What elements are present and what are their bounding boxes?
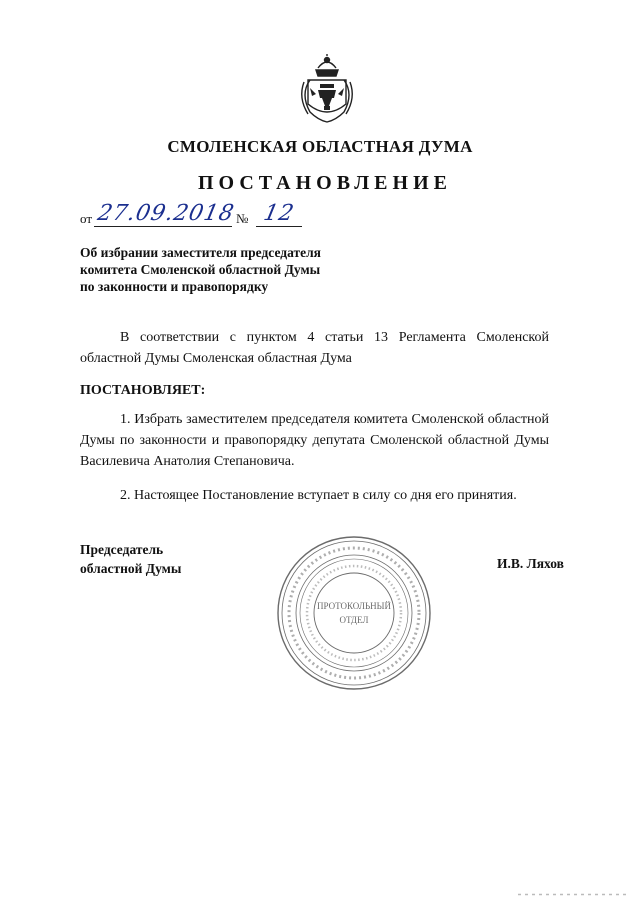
signatory-title bbox=[80, 540, 181, 578]
footer-scan-mark bbox=[518, 893, 628, 896]
coat-of-arms-icon bbox=[296, 54, 358, 126]
number-prefix: № bbox=[236, 211, 249, 226]
subject-line: Об избрании заместителя председателя bbox=[80, 245, 321, 260]
official-stamp bbox=[274, 533, 434, 693]
signatory-title-line: областной Думы bbox=[80, 561, 182, 576]
organization-title: СМОЛЕНСКАЯ ОБЛАСТНАЯ ДУМА bbox=[167, 137, 473, 156]
date-underline bbox=[94, 226, 232, 227]
subject-line: по законности и правопорядку bbox=[80, 279, 269, 294]
decree-item-1: 1. Избрать заместителем председателя комитета Смоленской областной Думы по законности и правопорядку депутата Смоленской областной Думы Василевича Анатолия Степановича. bbox=[80, 412, 549, 469]
document-type-title: ПОСТАНОВЛЕНИЕ bbox=[198, 172, 452, 194]
handwritten-date: 27.09.2018 bbox=[95, 201, 237, 226]
handwritten-number: 12 bbox=[261, 201, 297, 226]
number-underline bbox=[256, 226, 302, 227]
date-prefix: от bbox=[80, 211, 93, 226]
document-subject bbox=[80, 244, 400, 295]
stamp-inner-line-2: ОТДЕЛ bbox=[339, 615, 369, 625]
decree-heading: ПОСТАНОВЛЯЕТ: bbox=[80, 383, 206, 398]
subject-line: комитета Смоленской областной Думы bbox=[80, 262, 321, 277]
date-number-line bbox=[80, 203, 340, 229]
signatory-title-line: Председатель bbox=[80, 542, 164, 557]
decree-item-2: 2. Настоящее Постановление вступает в силу со дня его принятия. bbox=[120, 488, 517, 503]
signatory-name: И.В. Ляхов bbox=[497, 556, 564, 571]
preamble-paragraph: В соответствии с пунктом 4 статьи 13 Регламента Смоленской областной Думы Смоленская областная Дума bbox=[80, 330, 549, 366]
stamp-inner-line-1: ПРОТОКОЛЬНЫЙ bbox=[317, 601, 391, 611]
